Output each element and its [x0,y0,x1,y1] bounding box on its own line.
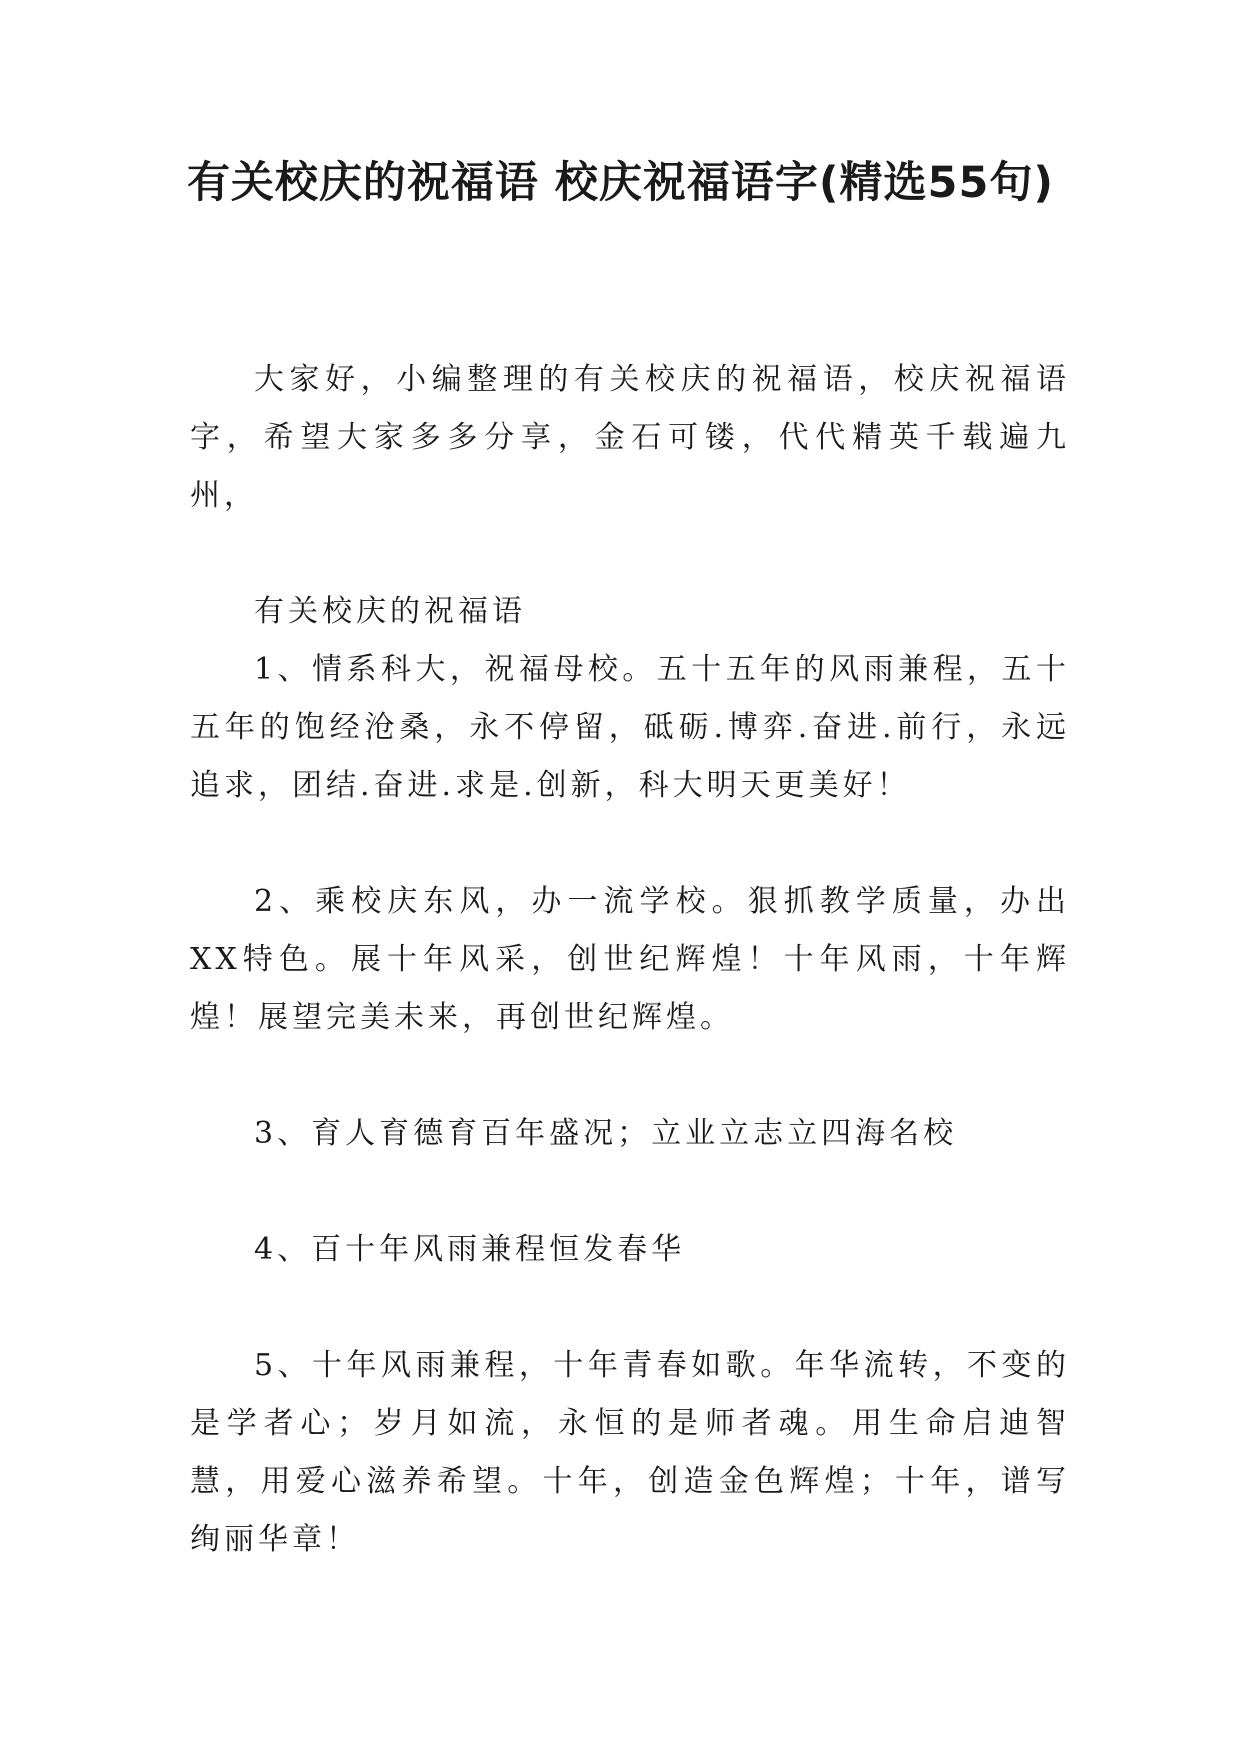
document-title: 有关校庆的祝福语 校庆祝福语字(精选55句) [186,158,1055,208]
list-item: 2、乘校庆东风，办一流学校。狠抓教学质量，办出XX特色。展十年风采，创世纪辉煌！十年风雨，十年辉煌！展望完美未来，再创世纪辉煌。 [190,884,1070,1035]
list-item: 1、情系科大，祝福母校。五十五年的风雨兼程，五十五年的饱经沧桑，永不停留，砥砺.博弈.奋进.前行，永远追求，团结.奋进.求是.创新，科大明天更美好！ [190,652,1070,803]
section-heading: 有关校庆的祝福语 [254,594,526,629]
list-item: 3、育人育德育百年盛况；立业立志立四海名校 [254,1116,958,1151]
list-item: 5、十年风雨兼程，十年青春如歌。年华流转，不变的是学者心；岁月如流，永恒的是师者魂。用生命启迪智慧，用爱心滋养希望。十年，创造金色辉煌；十年，谱写绚丽华章！ [190,1348,1070,1557]
document-body [190,351,1070,1569]
paragraph-gap [190,815,1070,873]
paragraph-gap [190,1163,1070,1221]
paragraph-gap [190,1279,1070,1337]
intro-paragraph: 大家好，小编整理的有关校庆的祝福语，校庆祝福语字，希望大家多多分享，金石可镂，代代精英千载遍九州， [190,362,1070,513]
list-item: 4、百十年风雨兼程恒发春华 [254,1232,686,1267]
paragraph-gap [190,525,1070,583]
paragraph-gap [190,1047,1070,1105]
